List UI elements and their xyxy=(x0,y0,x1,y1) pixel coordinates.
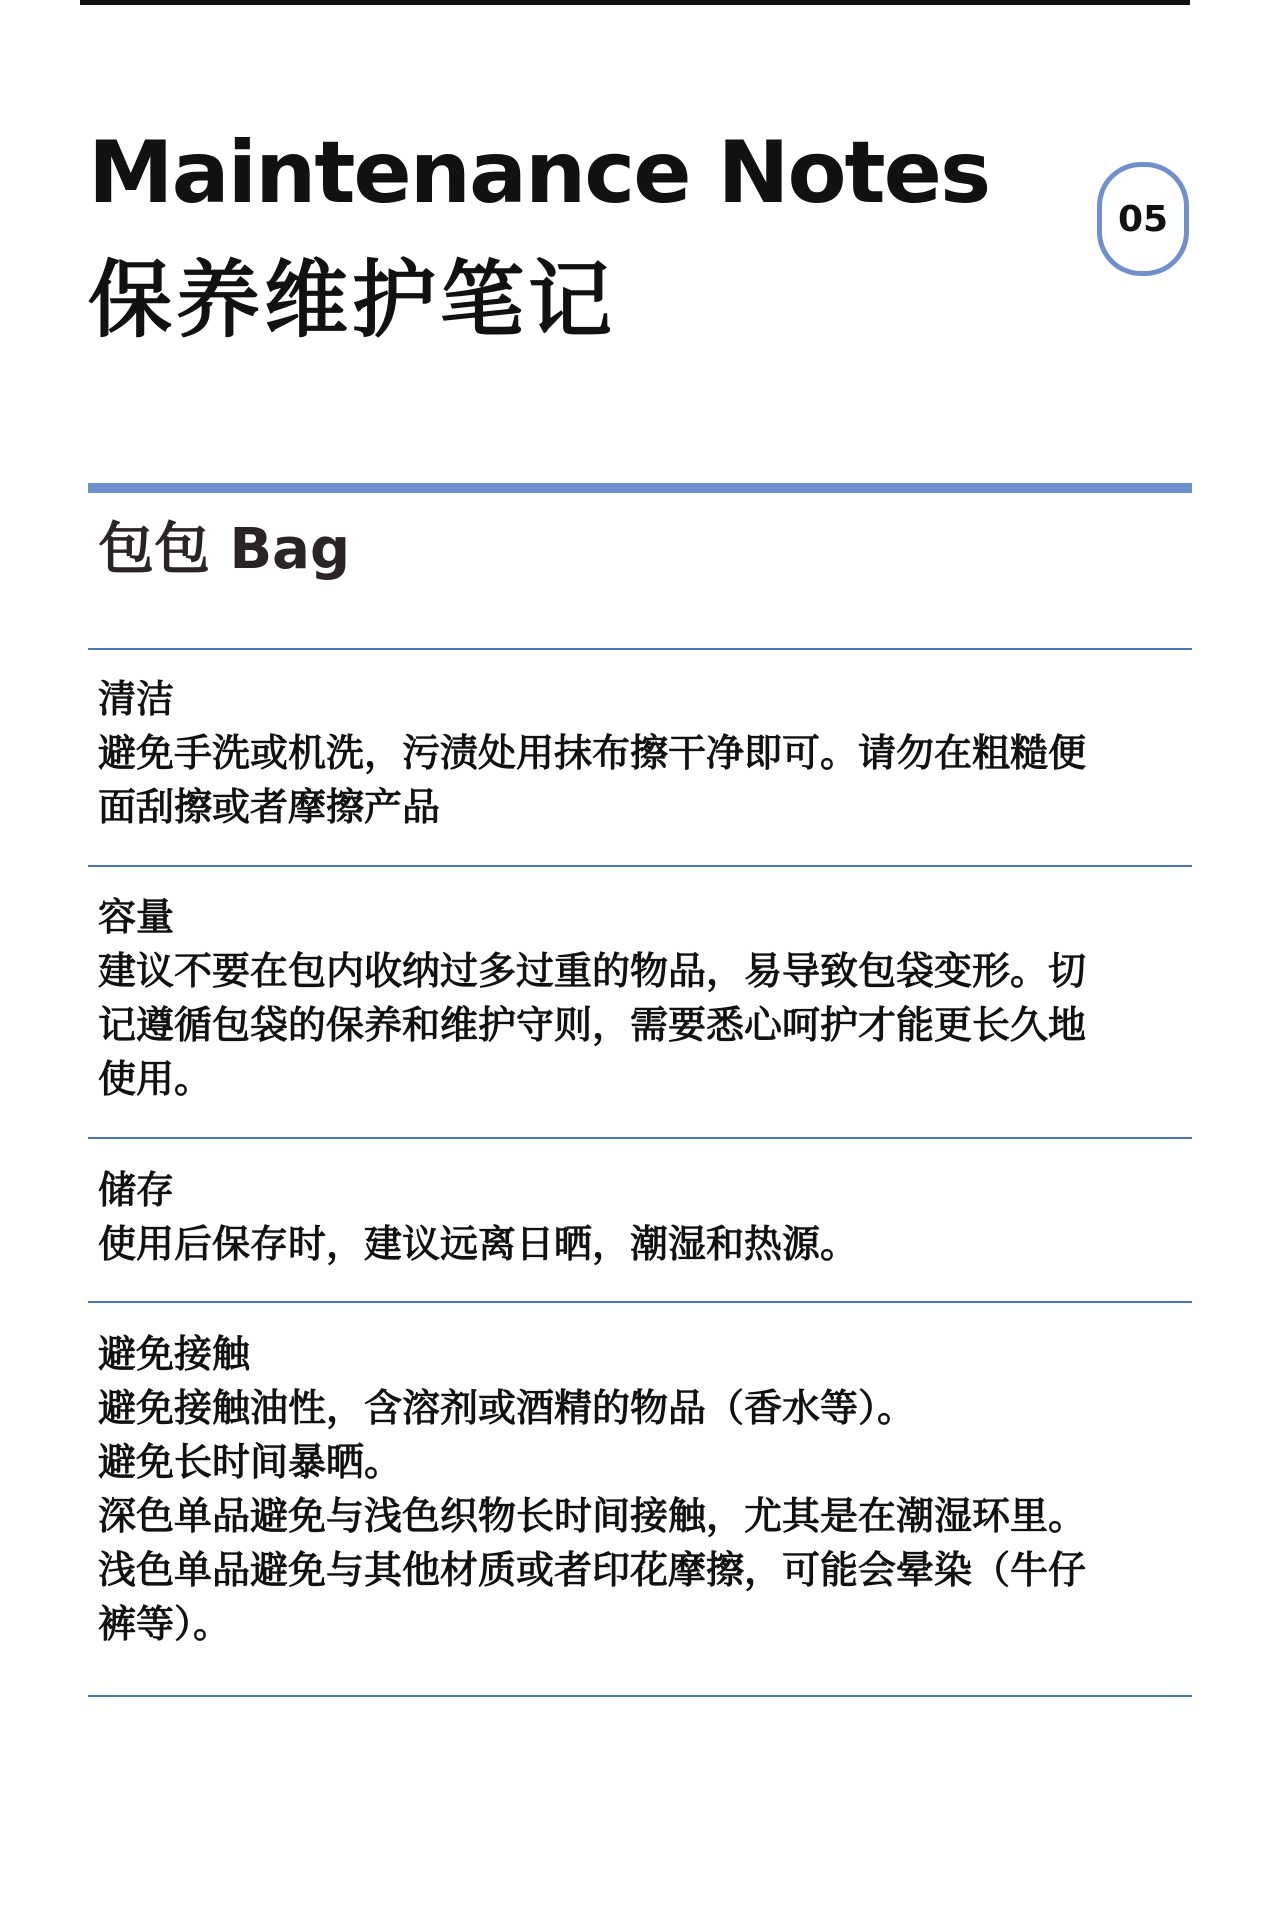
note-line: 避免长时间暴晒。 xyxy=(98,1440,403,1484)
note-body xyxy=(98,1217,1188,1271)
page-number: 05 xyxy=(1117,198,1169,240)
note-line: 避免手洗或机洗，污渍处用抹布擦干净即可。请勿在粗糙便 xyxy=(98,731,1087,775)
note-heading: 清洁 xyxy=(98,677,175,721)
divider xyxy=(88,1301,1192,1303)
section-title: 包包 Bag xyxy=(98,517,351,582)
page-number-badge xyxy=(1097,162,1189,276)
note-body xyxy=(98,1381,1188,1651)
top-rule xyxy=(80,0,1190,5)
note-heading: 储存 xyxy=(98,1168,175,1212)
divider xyxy=(88,648,1192,650)
note-cleaning xyxy=(98,672,1188,834)
note-line: 建议不要在包内收纳过多过重的物品，易导致包袋变形。切 xyxy=(98,949,1087,993)
note-storage xyxy=(98,1163,1188,1271)
note-avoid-contact xyxy=(98,1327,1188,1651)
note-line: 浅色单品避免与其他材质或者印花摩擦，可能会晕染（牛仔 xyxy=(98,1548,1087,1592)
note-line: 使用后保存时，建议远离日晒，潮湿和热源。 xyxy=(98,1222,859,1266)
divider xyxy=(88,865,1192,867)
page-title-zh: 保养维护笔记 xyxy=(88,251,617,349)
note-line: 裤等）。 xyxy=(98,1602,232,1646)
divider xyxy=(88,1695,1192,1697)
note-line: 深色单品避免与浅色织物长时间接触，尤其是在潮湿环里。 xyxy=(98,1494,1087,1538)
accent-bar xyxy=(88,483,1192,493)
note-capacity xyxy=(98,890,1188,1106)
note-line: 面刮擦或者摩擦产品 xyxy=(98,785,441,829)
note-body xyxy=(98,726,1188,834)
note-heading: 容量 xyxy=(98,895,175,939)
note-line: 记遵循包袋的保养和维护守则，需要悉心呵护才能更长久地 xyxy=(98,1003,1087,1047)
divider xyxy=(88,1137,1192,1139)
note-heading: 避免接触 xyxy=(98,1332,251,1376)
note-body xyxy=(98,944,1188,1106)
page-title-en: Maintenance Notes xyxy=(88,123,990,223)
note-line: 避免接触油性，含溶剂或酒精的物品（香水等）。 xyxy=(98,1386,916,1430)
note-line: 使用。 xyxy=(98,1057,213,1101)
